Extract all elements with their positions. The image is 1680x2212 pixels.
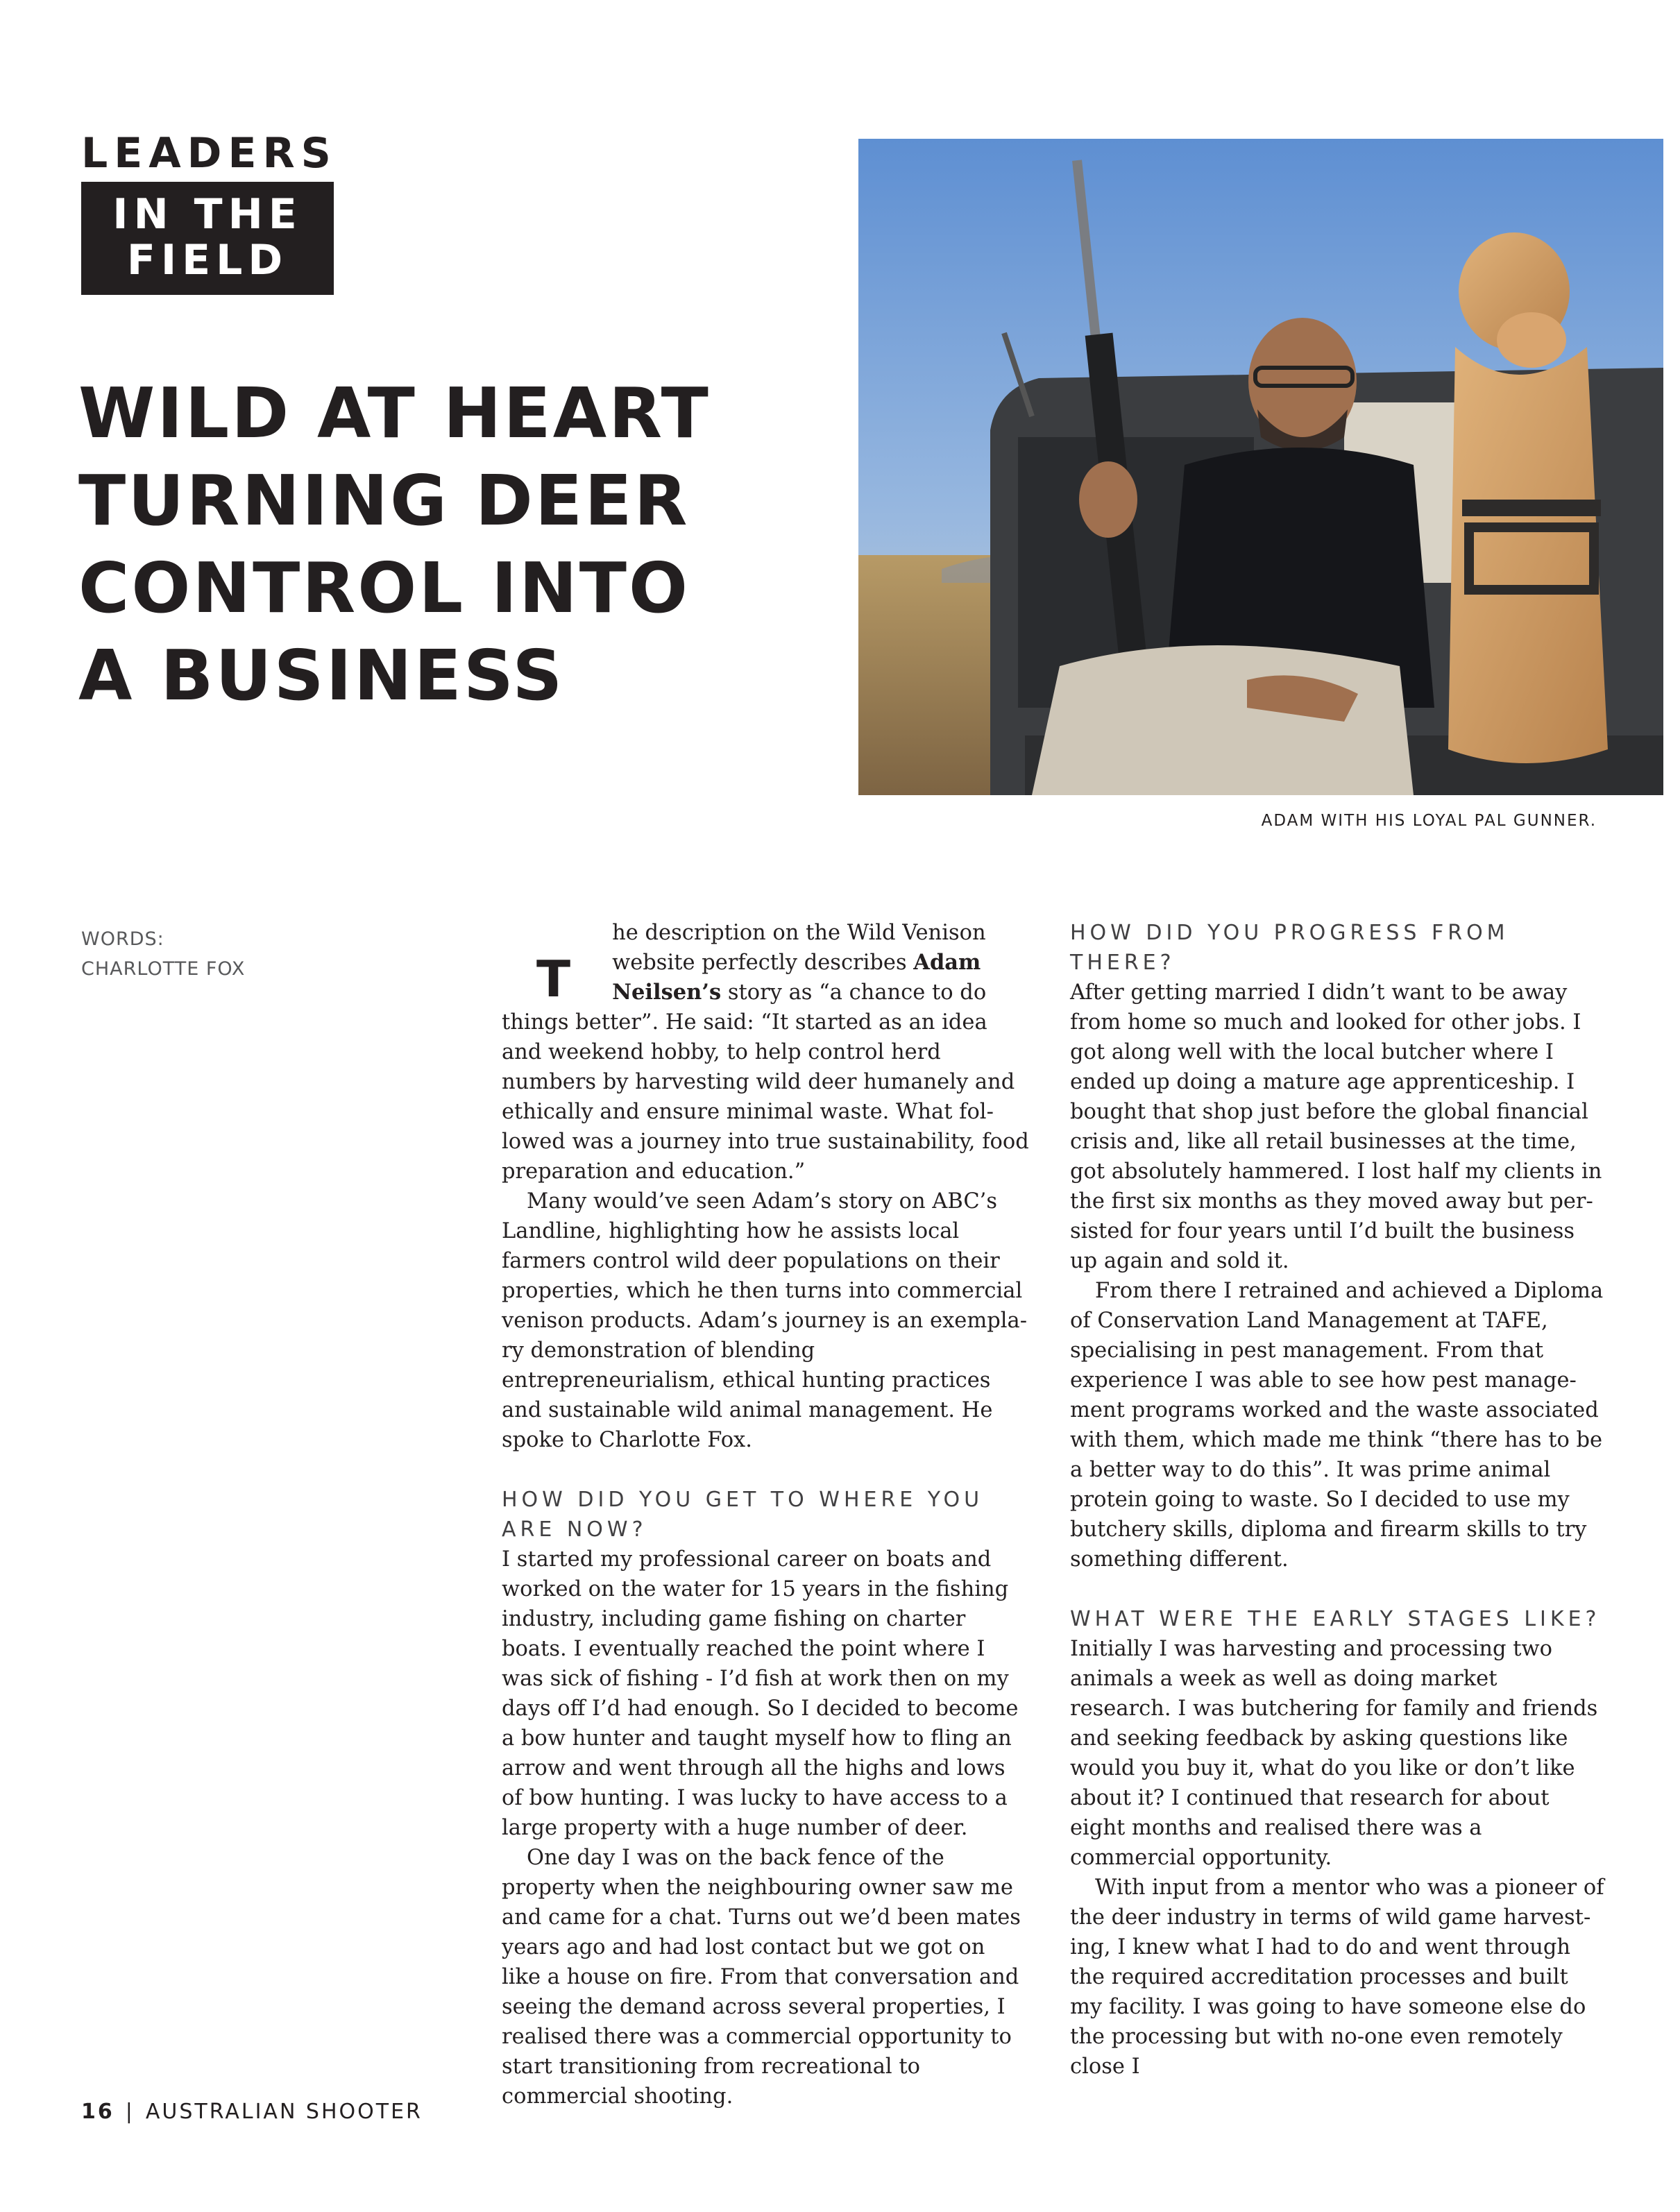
footer-separator: |: [125, 2100, 135, 2124]
article-paragraph-4: One day I was on the back fence of the property when the neighbouring owner saw me and came for a chat. Turns out we’d been mates years ago and had lost contact but we got on like a house on fire. From that conversation and seeing the demand across several properties, I realised there was a commercial opportunity to start transitioning from recreational to commercial shooting.: [502, 1846, 1021, 2109]
question-heading-3: WHAT WERE THE EARLY STAGES LIKE?: [1070, 1607, 1601, 1631]
article-column-2: [1070, 918, 1604, 2082]
article-paragraph-7: Initially I was harvesting and processing two animals a week as well as doing market research. I was butchering for family and friends and seeking feedback by asking questions like would you buy it, what do you like or don’t like about it? I continued that research for about eight months and realised there was a commercial opportunity.: [1070, 1637, 1598, 1870]
drop-cap: T: [536, 950, 571, 1008]
article-photo: [858, 139, 1663, 795]
page-footer: [81, 2100, 423, 2124]
paragraph-1-text-a: he description on the Wild Venison website perfectly describes: [612, 921, 986, 975]
kicker-line-2: IN THE: [112, 190, 303, 239]
page-number: 16: [81, 2100, 114, 2124]
article-paragraph-1: [502, 918, 1029, 1186]
section-kicker: LEADERS: [81, 129, 337, 178]
byline-author: CHARLOTTE FOX: [81, 958, 246, 980]
headline-line-4: A BUSINESS: [78, 635, 565, 716]
subject-name: Adam Neilsen’s: [612, 950, 981, 1005]
headline-line-1: WILD AT HEART: [78, 373, 711, 454]
question-heading-1: HOW DID YOU GET TO WHERE YOU ARE NOW?: [502, 1488, 984, 1542]
photo-caption: ADAM WITH HIS LOYAL PAL GUNNER.: [1261, 812, 1597, 830]
article-column-1: [502, 918, 1029, 2111]
article-paragraph-8: With input from a mentor who was a pioneer of the deer industry in terms of wild game harvesting, I knew what I had to do and went through the required accreditation processes and built my facility. I was going to have someone else do the processing but with no-one even remotely close I: [1070, 1875, 1604, 2079]
byline: [81, 924, 428, 984]
kicker-line-3: FIELD: [126, 236, 289, 284]
paragraph-1-text-b: story as “a chance to do things better”. He said: “It started as an idea and weekend hobby, to help control herd numbers by harvesting wild deer humanely and ethically and ensure minimal waste. What followed was a journey into true sustainability, food preparation and education.”: [502, 980, 1029, 1184]
question-heading-2: HOW DID YOU PROGRESS FROM THERE?: [1070, 921, 1509, 975]
headline-line-3: CONTROL INTO: [78, 547, 690, 629]
section-kicker-box: [81, 182, 334, 295]
byline-label: WORDS:: [81, 928, 164, 950]
article-paragraph-5: After getting married I didn’t want to be away from home so much and looked for other jobs. I got along well with the local butcher where I ended up doing a mature age apprenticeship. I bought that shop just before the global financial crisis and, like all retail businesses at the time, got absolutely hammered. I lost half my clients in the first six months as they moved away but persisted for four years until I’d built the business up again and sold it.: [1070, 980, 1602, 1273]
headline-line-2: TURNING DEER: [78, 460, 690, 541]
article-paragraph-3: I started my professional career on boats and worked on the water for 15 years in the fishing industry, including game fishing on charter boats. I eventually reached the point where I was sick of fishing - I’d fish at work then on my days off I’d had enough. So I decided to become a bow hunter and taught myself how to fling an arrow and went through all the highs and lows of bow hunting. I was lucky to have access to a large property with a huge number of deer.: [502, 1547, 1019, 1840]
article-paragraph-6: From there I retrained and achieved a Diploma of Conservation Land Management at TAFE, specialising in pest management. From that experience I was able to see how pest management programs worked and the waste associated with them, which made me think “there has to be a better way to do this”. It was prime animal protein going to waste. So I decided to use my butchery skills, diploma and firearm skills to try something different.: [1070, 1279, 1604, 1572]
article-headline: [78, 370, 807, 720]
article-paragraph-2: Many would’ve seen Adam’s story on ABC’s Landline, highlighting how he assists local farmers control wild deer populations on their properties, which he then turns into commercial venison products. Adam’s journey is an exemplary demonstration of blending entrepreneurialism, ethical hunting practices and sustainable wild animal management. He spoke to Charlotte Fox.: [502, 1189, 1028, 1452]
publication-name: AUSTRALIAN SHOOTER: [145, 2100, 423, 2124]
